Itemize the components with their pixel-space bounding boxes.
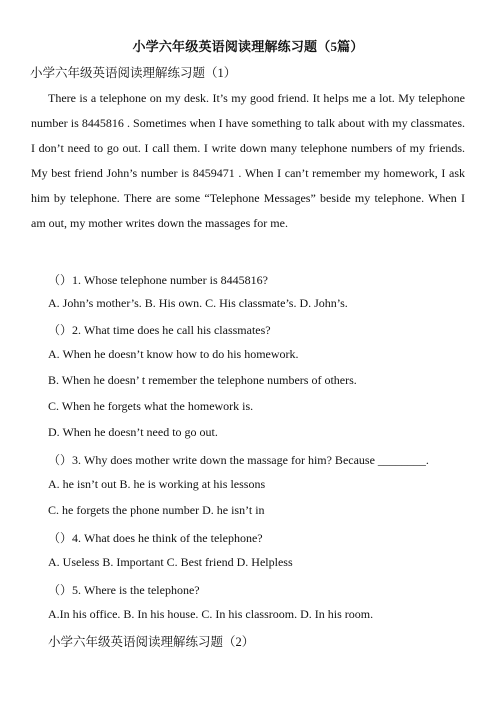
question-2: （）2. What time does he call his classmates? bbox=[48, 323, 271, 337]
section-1-heading: 小学六年级英语阅读理解练习题（1） bbox=[30, 66, 237, 80]
question-4: （）4. What does he think of the telephone? bbox=[48, 531, 263, 545]
passage-paragraph: There is a telephone on my desk. It’s my good friend. It helps me a lot. My telephone number is 8445816 . Sometimes when I have something to talk about with my classmates. I don’t need to go out. I call them. I write down many telephone numbers of my friends. My best friend John’s number is 8459471 . When I can’t remember my homework, I ask him by telephone. There are some “Telephone Messages” beside my telephone. When I am out, my mother writes down the massages for me. bbox=[31, 91, 465, 231]
question-3-options-ab: A. he isn’t out B. he is working at his lessons bbox=[48, 477, 266, 491]
document-title: 小学六年级英语阅读理解练习题（5篇） bbox=[132, 39, 364, 54]
question-1: （）1. Whose telephone number is 8445816? bbox=[48, 273, 268, 287]
question-5-options: A.In his office. B. In his house. C. In his classroom. D. In his room. bbox=[48, 607, 374, 621]
question-2-option-c: C. When he forgets what the homework is. bbox=[48, 399, 254, 413]
section-2-heading: 小学六年级英语阅读理解练习题（2） bbox=[48, 635, 255, 649]
question-4-options: A. Useless B. Important C. Best friend D. Helpless bbox=[48, 555, 293, 569]
question-3-options-cd: C. he forgets the phone number D. he isn’t in bbox=[48, 503, 265, 517]
question-1-options: A. John’s mother’s. B. His own. C. His classmate’s. D. John’s. bbox=[48, 296, 348, 310]
question-2-option-d: D. When he doesn’t need to go out. bbox=[48, 425, 218, 439]
question-3: （）3. Why does mother write down the massage for him? Because ________. bbox=[48, 453, 429, 467]
reading-passage bbox=[31, 86, 465, 237]
question-5: （）5. Where is the telephone? bbox=[48, 583, 200, 597]
question-2-option-b: B. When he doesn’ t remember the telephone numbers of others. bbox=[48, 373, 357, 387]
question-2-option-a: A. When he doesn’t know how to do his homework. bbox=[48, 347, 299, 361]
